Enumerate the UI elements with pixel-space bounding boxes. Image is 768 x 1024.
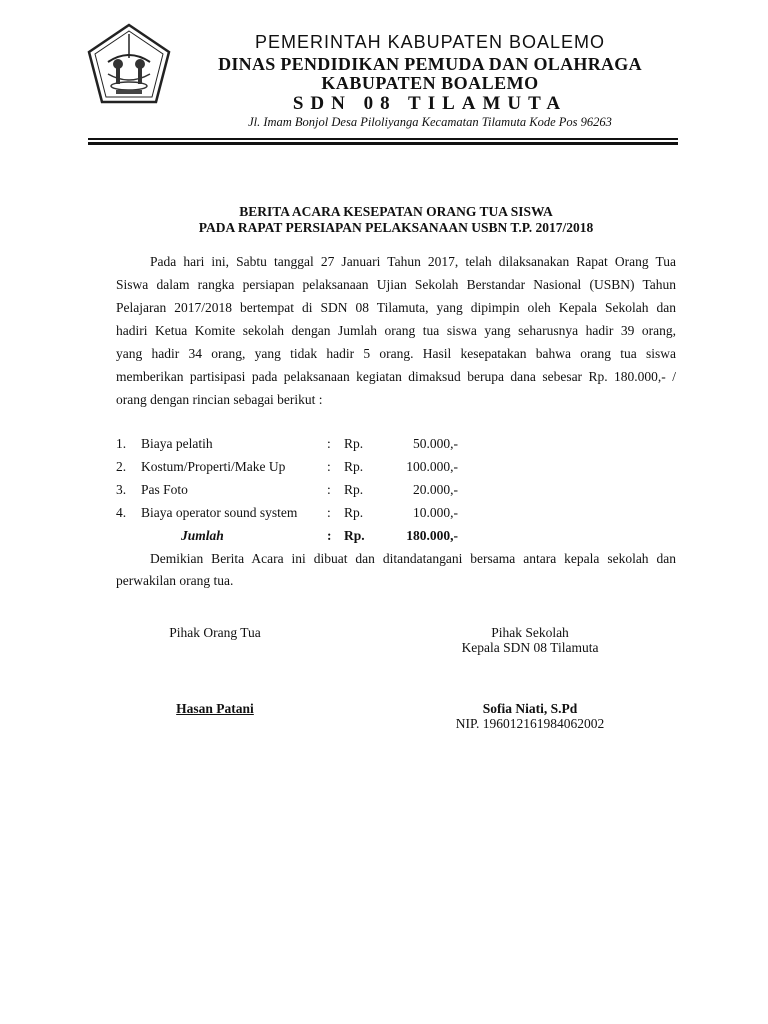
letterhead-school: SDN 08 TILAMUTA [292,93,568,114]
paragraph-line: yang hadir 34 orang, yang tidak hadir 5 orang. Hasil kesepatakan bahwa orang tua siswa [116,346,676,361]
item-separator: : [327,459,331,474]
paragraph-line: hadiri Ketua Komite sekolah dengan Jumlah orang tua siswa yang seharusnya hadir 39 orang, [116,323,676,338]
item-number: 2. [116,459,127,474]
closing-line: perwakilan orang tua. [116,573,234,588]
document-subtitle: PADA RAPAT PERSIAPAN PELAKSANAAN USBN T.P. 2017/2018 [198,220,594,235]
item-label: Pas Foto [141,482,188,497]
item-currency: Rp. [344,505,364,520]
total-separator: : [327,528,332,543]
item-separator: : [327,436,331,451]
letterhead-divider-thin [88,138,678,140]
signatory-parent-role: Pihak Orang Tua [169,625,261,640]
item-currency: Rp. [344,459,364,474]
signatory-school-title: Kepala SDN 08 Tilamuta [461,640,599,655]
signatory-school-role: Pihak Sekolah [491,625,569,640]
total-amount: 180.000,- [406,528,458,543]
item-separator: : [327,482,331,497]
signatory-school-name: Sofia Niati, S.Pd [482,701,578,716]
letterhead-divider-thick [88,142,678,145]
signatory-parent-name: Hasan Patani [176,701,254,716]
item-label: Biaya pelatih [141,436,213,451]
letterhead-department: DINAS PENDIDIKAN PEMUDA DAN OLAHRAGA [218,54,642,74]
letterhead-regency: KABUPATEN BOALEMO [321,73,539,93]
item-label: Kostum/Properti/Make Up [141,459,286,474]
regency-emblem-logo [86,22,172,106]
item-label: Biaya operator sound system [141,505,298,520]
paragraph-line: Pelajaran 2017/2018 bertempat di SDN 08 Tilamuta, yang dipimpin oleh Kepala Sekolah dan [116,300,676,315]
total-label: Jumlah [181,528,224,543]
paragraph-line: Siswa dalam rangka persiapan pelaksanaan Ujian Sekolah Berstandar Nasional (USBN) Tahun [116,277,676,292]
letterhead-address: Jl. Imam Bonjol Desa Piloliyanga Kecamatan Tilamuta Kode Pos 96263 [248,115,612,129]
paragraph-line: Pada hari ini, Sabtu tanggal 27 Januari Tahun 2017, telah dilaksanakan Rapat Orang Tua [150,254,676,269]
document-title: BERITA ACARA KESEPATAN ORANG TUA SISWA [239,204,553,219]
item-amount: 50.000,- [413,436,458,451]
paragraph-line: memberikan partisipasi pada pelaksanaan kegiatan dimaksud berupa dana sebesar Rp. 180.000,- / [116,369,676,384]
item-currency: Rp. [344,436,364,451]
item-amount: 20.000,- [413,482,458,497]
item-number: 3. [116,482,127,497]
item-amount: 10.000,- [413,505,458,520]
paragraph-line: orang dengan rincian sebagai berikut : [116,392,323,407]
item-number: 4. [116,505,127,520]
item-separator: : [327,505,331,520]
letterhead-government: PEMERINTAH KABUPATEN BOALEMO [254,32,606,52]
item-currency: Rp. [344,482,364,497]
total-currency: Rp. [344,528,365,543]
signatory-school-nip: NIP. 196012161984062002 [455,716,605,731]
item-amount: 100.000,- [406,459,458,474]
closing-line: Demikian Berita Acara ini dibuat dan ditandatangani bersama antara kepala sekolah dan [150,551,676,566]
item-number: 1. [116,436,127,451]
